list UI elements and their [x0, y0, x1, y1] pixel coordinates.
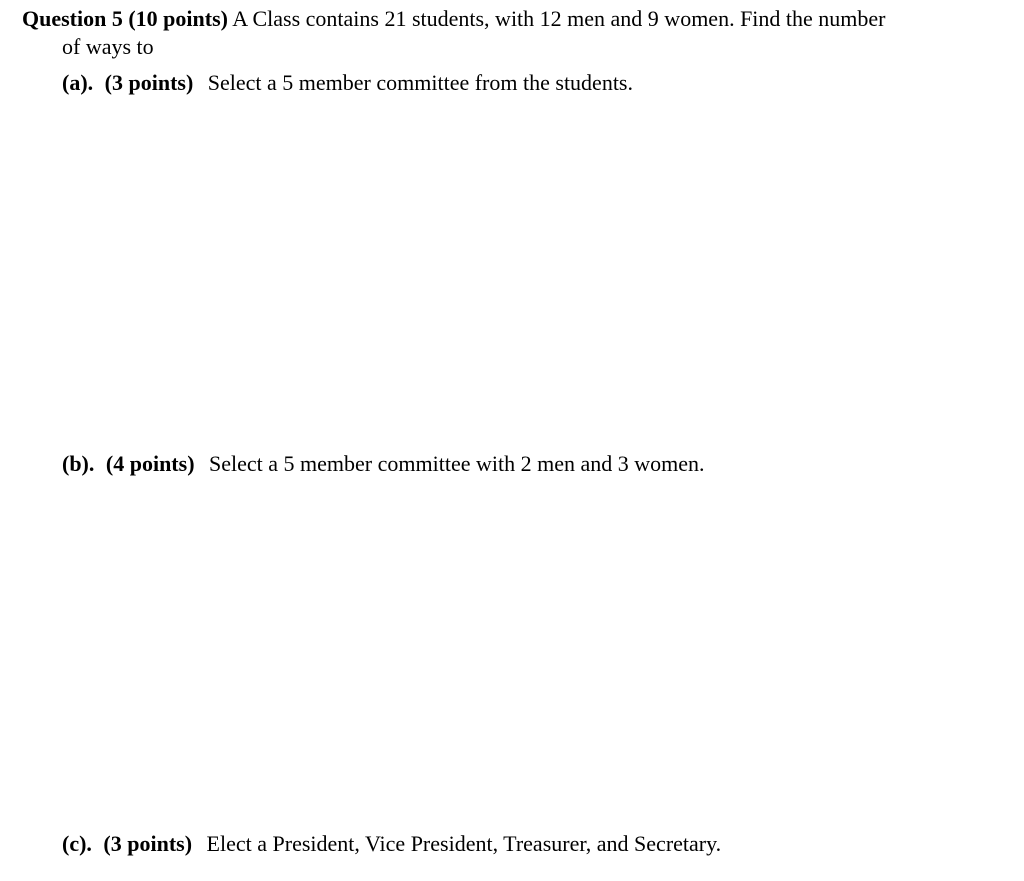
part-a: [62, 69, 633, 97]
part-c-letter: (c).: [62, 831, 92, 856]
question-label: Question 5 (10 points): [22, 6, 228, 31]
part-c: [62, 830, 721, 858]
question-5: [22, 5, 1017, 61]
part-a-letter: (a).: [62, 70, 94, 95]
part-b: [62, 450, 705, 478]
part-b-letter: (b).: [62, 451, 95, 476]
question-text: A Class contains 21 students, with 12 men and 9 women. Find the number: [232, 6, 886, 31]
part-c-text: Elect a President, Vice President, Treasurer, and Secretary.: [206, 831, 722, 856]
part-a-text: Select a 5 member committee from the students.: [207, 70, 633, 95]
question-first-line: [22, 5, 1017, 33]
question-text-continued: of ways to: [62, 34, 154, 59]
part-c-points: (3 points): [103, 831, 193, 856]
part-a-points: (3 points): [104, 70, 194, 95]
part-b-points: (4 points): [105, 451, 195, 476]
part-b-text: Select a 5 member committee with 2 men and 3 women.: [209, 451, 705, 476]
